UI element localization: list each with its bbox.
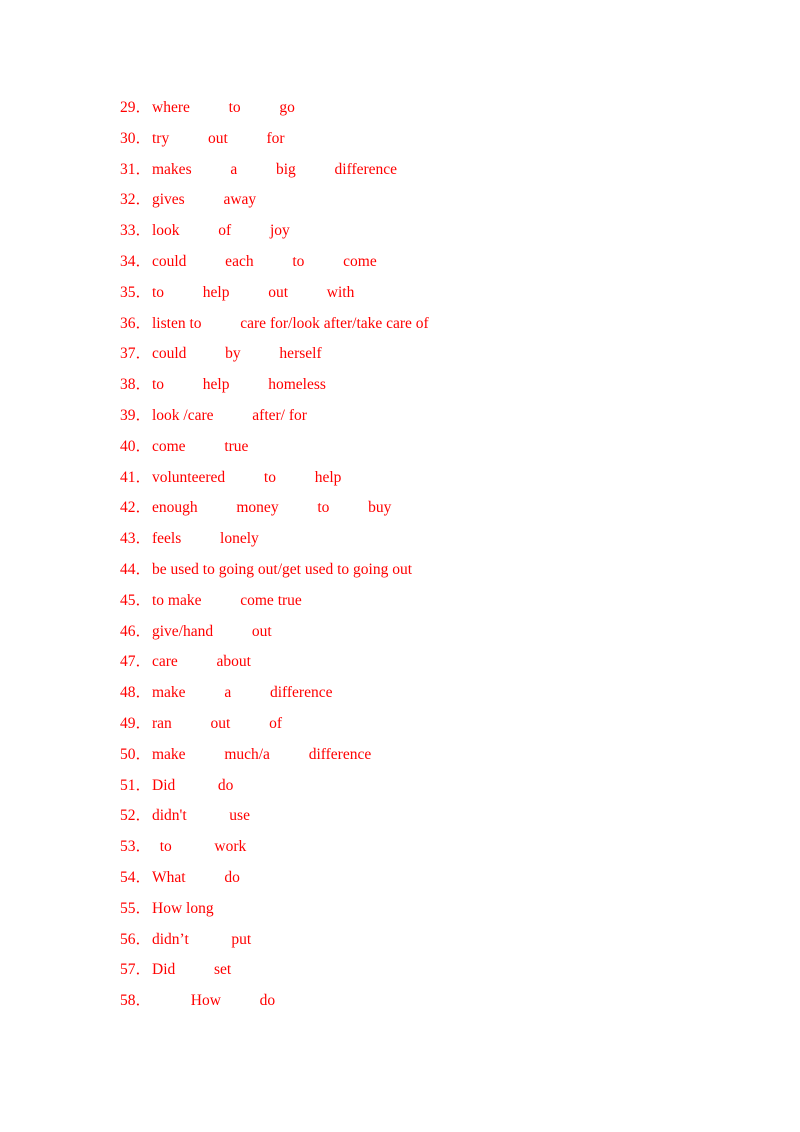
answer-number: 30． — [120, 129, 152, 147]
answer-text: where to go — [152, 99, 295, 116]
answer-item — [120, 835, 429, 866]
answer-text: listen to care for/look after/take care of — [152, 314, 429, 332]
answer-text: to help homeless — [152, 376, 326, 394]
answer-item — [120, 897, 429, 928]
answer-text: make much/a difference — [152, 745, 372, 763]
answer-text: How long — [152, 899, 214, 917]
answer-item — [120, 219, 429, 250]
answer-number: 46． — [120, 622, 152, 640]
answer-number: 49． — [120, 714, 152, 732]
answer-number: 48． — [120, 684, 152, 702]
answer-text: enough money to buy — [152, 499, 392, 517]
answer-item — [120, 527, 429, 558]
answer-number: 35． — [120, 283, 152, 301]
answer-number: 34． — [120, 252, 152, 270]
answer-item — [120, 496, 429, 527]
answer-number: 43． — [120, 530, 152, 548]
answer-item — [120, 989, 429, 1020]
answer-text: to work — [152, 838, 247, 856]
answer-item — [120, 712, 429, 743]
answer-number: 39． — [120, 406, 152, 424]
answer-number: 38． — [120, 376, 152, 394]
answer-number: 58． — [120, 992, 152, 1010]
answer-text: care about — [152, 653, 251, 671]
answer-item — [120, 681, 429, 712]
answer-text: come true — [152, 437, 249, 455]
answer-number: 50． — [120, 745, 152, 763]
answer-item — [120, 342, 429, 373]
answer-item — [120, 466, 429, 497]
answer-text: look of joy — [152, 222, 290, 240]
answer-text: didn't use — [152, 807, 250, 825]
answer-item — [120, 188, 429, 219]
answer-text: What do — [152, 868, 240, 886]
answer-number: 44． — [120, 560, 152, 578]
answer-number: 51． — [120, 776, 152, 794]
answer-number: 36． — [120, 314, 152, 332]
answer-number: 32． — [120, 191, 152, 209]
answer-number: 53． — [120, 838, 152, 856]
answer-item — [120, 404, 429, 435]
answer-number: 45． — [120, 591, 152, 609]
answer-number: 54． — [120, 868, 152, 886]
answer-number: 57． — [120, 961, 152, 979]
answer-item — [120, 774, 429, 805]
answer-item — [120, 743, 429, 774]
answer-text: feels lonely — [152, 530, 259, 548]
answer-text: be used to going out/get used to going out — [152, 560, 413, 578]
answer-text: didn’t put — [152, 930, 252, 948]
answer-number: 31． — [120, 160, 152, 178]
answer-text: look /care after/ for — [152, 406, 307, 424]
answer-number: 55． — [120, 899, 152, 917]
answer-text: Did set — [152, 961, 232, 979]
answer-item — [120, 312, 429, 343]
answer-number: 47． — [120, 653, 152, 671]
answer-number: 52． — [120, 807, 152, 825]
answer-number: 37． — [120, 345, 152, 363]
answer-item — [120, 250, 429, 281]
answer-item — [120, 804, 429, 835]
answer-number: 56． — [120, 930, 152, 948]
answer-text: volunteered to help — [152, 468, 342, 486]
answer-number: 42． — [120, 499, 152, 517]
answer-text: Did do — [152, 776, 234, 794]
answer-item — [120, 650, 429, 681]
answer-item — [120, 866, 429, 897]
answer-item — [120, 127, 429, 158]
answer-number: 40． — [120, 437, 152, 455]
answer-item — [120, 435, 429, 466]
answer-item — [120, 928, 429, 959]
answer-number: 33． — [120, 222, 152, 240]
answer-text: to make come true — [152, 591, 302, 609]
answer-item — [120, 96, 429, 127]
answer-text: could by herself — [152, 345, 322, 363]
answer-text: How do — [152, 992, 276, 1010]
answer-item — [120, 558, 429, 589]
answer-text: ran out of — [152, 714, 283, 732]
answer-text: make a difference — [152, 684, 333, 702]
answer-text: to help out with — [152, 283, 355, 301]
answer-item — [120, 620, 429, 651]
answer-text: try out for — [152, 129, 285, 147]
answer-number: 29． — [120, 99, 152, 116]
answer-number: 41． — [120, 468, 152, 486]
answer-text: could each to come — [152, 252, 377, 270]
answer-text: give/hand out — [152, 622, 272, 640]
answer-text: makes a big difference — [152, 160, 398, 178]
answer-item — [120, 589, 429, 620]
answer-item — [120, 158, 429, 189]
answer-list — [120, 96, 429, 1020]
answer-item — [120, 958, 429, 989]
answer-item — [120, 281, 429, 312]
answer-item — [120, 373, 429, 404]
answer-text: gives away — [152, 191, 257, 209]
